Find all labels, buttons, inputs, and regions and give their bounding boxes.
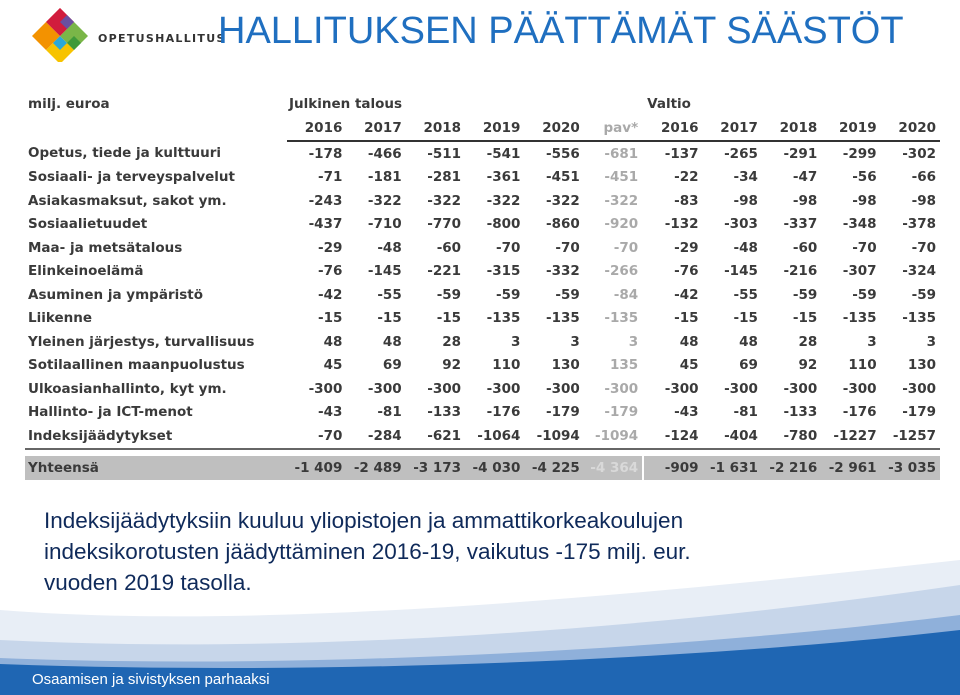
row-value: -300	[783, 380, 818, 397]
footer-slogan: Osaamisen ja sivistyksen parhaaksi	[32, 671, 270, 688]
row-value: -22	[643, 166, 702, 190]
group-header-public: Julkinen talous	[289, 96, 403, 112]
year-header: 2018	[406, 116, 465, 141]
row-value: -145	[724, 263, 758, 280]
caption-line-1: Indeksijäädytyksiin kuuluu yliopistojen ja ammattikorkeakoulujen	[44, 508, 684, 533]
savings-table	[25, 92, 940, 480]
row-value: -60	[792, 239, 818, 256]
row-value: -98	[852, 192, 877, 209]
row-value: -221	[427, 263, 462, 280]
row-value: -300	[842, 380, 877, 397]
row-value: -1257	[881, 424, 940, 449]
row-value: -302	[902, 145, 936, 162]
row-value: -300	[427, 380, 462, 397]
row-value: -300	[643, 377, 702, 401]
row-value: -1094	[584, 424, 643, 449]
row-value: -337	[783, 216, 818, 233]
row-label: Yleinen järjestys, turvallisuus	[28, 333, 255, 350]
row-value: -70	[911, 239, 936, 256]
row-value: -15	[317, 310, 343, 327]
row-value: -179	[546, 404, 580, 421]
year-header: 2018	[762, 116, 821, 141]
row-value: -1094	[524, 424, 583, 449]
row-value: -451	[546, 169, 580, 186]
slide-title: HALLITUKSEN PÄÄTTÄMÄT SÄÄSTÖT	[218, 10, 904, 52]
row-value: 28	[442, 333, 462, 350]
row-value: -404	[703, 424, 762, 449]
row-value: -307	[842, 263, 877, 280]
total-value: -3 035	[881, 456, 940, 480]
row-value: -243	[308, 192, 343, 209]
table-row	[25, 213, 940, 237]
year-header: 2017	[346, 116, 405, 141]
row-value: -300	[308, 380, 343, 397]
row-value: -710	[367, 216, 402, 233]
row-value: 130	[551, 357, 580, 374]
diamond-logo-icon	[30, 6, 94, 62]
savings-table-container	[25, 92, 940, 480]
row-value: -178	[308, 145, 343, 162]
row-value: -378	[902, 216, 936, 233]
row-value: -437	[308, 216, 343, 233]
row-value: -81	[377, 404, 402, 421]
row-value: -135	[842, 310, 877, 327]
row-label: Sotilaallinen maanpuolustus	[28, 357, 245, 374]
row-value: -322	[367, 192, 402, 209]
table-row	[25, 283, 940, 307]
row-value: -216	[783, 263, 818, 280]
total-value: -4 364	[584, 456, 643, 480]
table-row	[25, 141, 940, 166]
row-value: 3	[867, 333, 877, 350]
row-value: -1064	[465, 424, 524, 449]
logo-wordmark: OPETUSHALLITUS	[98, 32, 226, 45]
row-label: Asuminen ja ympäristö	[28, 286, 203, 303]
row-value: -124	[643, 424, 702, 449]
row-value: 92	[442, 357, 462, 374]
row-label: Opetus, tiede ja kulttuuri	[28, 145, 222, 162]
row-value: -348	[842, 216, 877, 233]
row-value: -322	[604, 192, 639, 209]
row-value: -59	[852, 286, 877, 303]
row-value: -15	[436, 310, 462, 327]
row-value: -71	[317, 169, 343, 186]
unit-label: milj. euroa	[28, 96, 110, 112]
row-value: -466	[367, 145, 402, 162]
row-label: Indeksijäädytykset	[25, 424, 287, 449]
row-value: -181	[367, 169, 402, 186]
row-value: -133	[783, 404, 818, 421]
row-value: -70	[613, 239, 639, 256]
row-value: -322	[486, 192, 521, 209]
row-value: -300	[724, 380, 758, 397]
row-value: -920	[604, 216, 639, 233]
total-value: -3 173	[406, 456, 465, 480]
row-label: Sosiaali- ja terveyspalvelut	[28, 169, 235, 186]
row-value: -1227	[821, 424, 880, 449]
total-label: Yhteensä	[25, 456, 287, 480]
year-header: 2017	[703, 116, 762, 141]
row-value: -860	[546, 216, 580, 233]
year-header: 2020	[881, 116, 940, 141]
row-label: Asiakasmaksut, sakot ym.	[28, 192, 227, 209]
row-value: 48	[739, 333, 758, 350]
row-value: -291	[783, 145, 818, 162]
year-header: 2019	[821, 116, 880, 141]
row-value: -324	[902, 263, 936, 280]
total-value: -4 030	[465, 456, 524, 480]
table-row	[25, 354, 940, 378]
row-value: -300	[546, 380, 580, 397]
row-value: -81	[733, 404, 758, 421]
row-value: -361	[486, 169, 521, 186]
row-value: -70	[555, 239, 580, 256]
row-value: -133	[427, 404, 462, 421]
row-value: -34	[733, 169, 758, 186]
row-value: -98	[792, 192, 818, 209]
total-value: -2 216	[762, 456, 821, 480]
row-value: -132	[643, 213, 702, 237]
row-value: 69	[382, 357, 402, 374]
row-value: -98	[911, 192, 936, 209]
opetushallitus-logo	[30, 6, 230, 62]
row-value: -556	[546, 145, 580, 162]
row-value: -511	[427, 145, 462, 162]
row-value: 48	[643, 330, 702, 354]
year-header: 2016	[643, 116, 702, 141]
row-value: 69	[739, 357, 758, 374]
row-value: -59	[911, 286, 936, 303]
row-value: -800	[486, 216, 521, 233]
table-row	[25, 189, 940, 213]
row-value: 110	[492, 357, 521, 374]
table-row	[25, 377, 940, 401]
row-value: -322	[546, 192, 580, 209]
table-row	[25, 307, 940, 331]
row-value: -621	[406, 424, 465, 449]
row-value: -70	[287, 424, 346, 449]
caption-line-2: indeksikorotusten jäädyttäminen 2016-19, vaikutus -175 milj. eur.	[44, 539, 691, 564]
table-total-row	[25, 456, 940, 480]
row-label: Elinkeinoelämä	[28, 263, 144, 280]
total-value: -909	[643, 456, 702, 480]
row-value: 92	[798, 357, 818, 374]
row-value: -681	[604, 145, 639, 162]
row-value: -43	[317, 404, 343, 421]
row-value: -42	[643, 283, 702, 307]
row-value: -332	[546, 263, 580, 280]
row-value: -145	[367, 263, 402, 280]
year-header: pav*	[584, 116, 643, 141]
row-value: -15	[792, 310, 818, 327]
table-gap-row	[25, 449, 940, 456]
row-value: -83	[643, 189, 702, 213]
table-row	[25, 424, 940, 449]
caption-line-3: vuoden 2019 tasolla.	[44, 570, 252, 595]
row-value: -300	[902, 380, 936, 397]
row-value: -179	[604, 404, 639, 421]
row-value: -265	[724, 145, 758, 162]
year-header-spacer	[25, 116, 287, 141]
row-value: -179	[902, 404, 936, 421]
row-value: 3	[926, 333, 936, 350]
row-value: -303	[724, 216, 758, 233]
year-header: 2016	[287, 116, 346, 141]
row-value: 45	[643, 354, 702, 378]
row-value: -59	[555, 286, 580, 303]
row-value: -137	[643, 141, 702, 166]
row-value: -29	[317, 239, 343, 256]
row-value: -48	[733, 239, 758, 256]
row-label: Liikenne	[28, 310, 93, 327]
row-value: -48	[377, 239, 402, 256]
row-value: -29	[643, 236, 702, 260]
row-value: 110	[848, 357, 877, 374]
table-group-header-row	[25, 92, 940, 116]
row-value: -76	[317, 263, 343, 280]
row-label: Sosiaalietuudet	[28, 216, 148, 233]
row-value: -300	[367, 380, 402, 397]
row-value: -322	[427, 192, 462, 209]
row-value: -55	[733, 286, 758, 303]
row-value: 135	[609, 357, 639, 374]
row-value: -84	[613, 286, 639, 303]
year-header: 2019	[465, 116, 524, 141]
row-value: 3	[628, 333, 639, 350]
table-row	[25, 330, 940, 354]
row-value: -66	[911, 169, 936, 186]
row-value: -135	[546, 310, 580, 327]
row-value: 3	[570, 333, 580, 350]
total-value: -1 631	[703, 456, 762, 480]
row-value: -299	[842, 145, 877, 162]
row-value: 130	[907, 357, 936, 374]
row-value: -70	[496, 239, 521, 256]
gap-cell	[25, 449, 940, 456]
table-row	[25, 260, 940, 284]
row-value: -42	[317, 286, 343, 303]
row-value: 45	[323, 357, 343, 374]
row-value: -60	[436, 239, 462, 256]
row-label: Ulkoasianhallinto, kyt ym.	[28, 380, 227, 397]
row-value: -176	[842, 404, 877, 421]
row-value: -43	[643, 401, 702, 425]
row-value: -55	[377, 286, 402, 303]
row-value: -780	[762, 424, 821, 449]
row-value: 28	[798, 333, 818, 350]
total-value: -2 961	[821, 456, 880, 480]
row-value: -59	[792, 286, 818, 303]
row-value: 48	[323, 333, 343, 350]
row-value: -281	[427, 169, 462, 186]
row-value: -300	[486, 380, 521, 397]
row-value: -56	[852, 169, 877, 186]
total-value: -1 409	[287, 456, 346, 480]
row-value: 48	[382, 333, 402, 350]
year-header: 2020	[524, 116, 583, 141]
row-value: -266	[604, 263, 639, 280]
row-value: -15	[643, 307, 702, 331]
row-value: -315	[486, 263, 521, 280]
table-row	[25, 166, 940, 190]
table-row	[25, 236, 940, 260]
row-value: -15	[733, 310, 758, 327]
row-value: -135	[604, 310, 639, 327]
row-value: -300	[604, 380, 639, 397]
row-value: -59	[436, 286, 462, 303]
row-value: -541	[486, 145, 521, 162]
row-value: -70	[852, 239, 877, 256]
table-year-header-row	[25, 116, 940, 141]
row-value: -451	[604, 169, 639, 186]
row-value: -47	[792, 169, 818, 186]
row-label: Maa- ja metsätalous	[28, 239, 183, 256]
group-header-state: Valtio	[647, 96, 691, 112]
row-value: -135	[902, 310, 936, 327]
total-value: -4 225	[524, 456, 583, 480]
row-value: -176	[486, 404, 521, 421]
row-value: -135	[486, 310, 521, 327]
row-value: 3	[511, 333, 521, 350]
total-value: -2 489	[346, 456, 405, 480]
row-value: -59	[496, 286, 521, 303]
row-value: -284	[346, 424, 405, 449]
row-label: Hallinto- ja ICT-menot	[28, 404, 193, 421]
table-row	[25, 401, 940, 425]
row-value: -76	[643, 260, 702, 284]
row-value: -15	[377, 310, 402, 327]
row-value: -770	[427, 216, 462, 233]
row-value: -98	[733, 192, 758, 209]
